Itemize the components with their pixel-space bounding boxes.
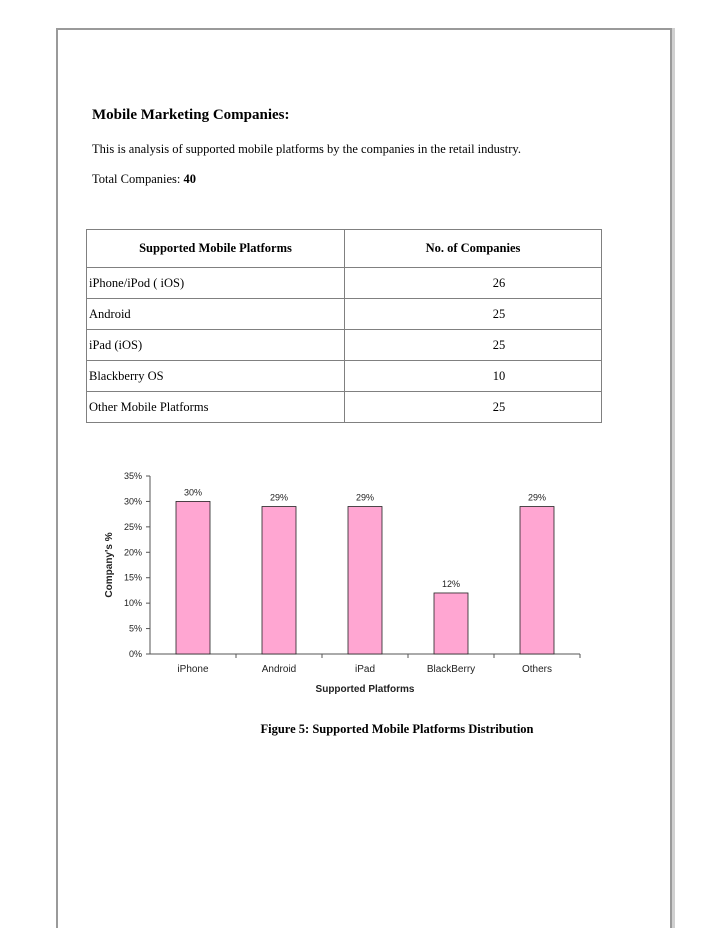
platform-cell: Other Mobile Platforms (87, 392, 345, 423)
bar-data-label: 12% (441, 578, 461, 589)
count-cell: 10 (345, 361, 602, 392)
y-tick-label: 10% (123, 598, 142, 609)
intro-text: This is analysis of supported mobile platforms by the companies in the retail industry. (92, 142, 521, 156)
y-tick-label: 15% (123, 572, 142, 583)
table-row (87, 330, 602, 361)
y-tick-label: 35% (123, 471, 142, 481)
count-cell: 25 (345, 299, 602, 330)
platforms-table (86, 229, 602, 423)
total-companies (92, 172, 196, 187)
count-cell: 25 (345, 330, 602, 361)
count-cell: 25 (345, 392, 602, 423)
platform-cell: iPad (iOS) (87, 330, 345, 361)
x-tick-label: Android (261, 664, 297, 675)
section-heading: Mobile Marketing Companies: (92, 107, 290, 123)
y-tick-label: 20% (123, 547, 142, 558)
table-row (87, 268, 602, 299)
x-tick-label: BlackBerry (426, 664, 476, 675)
table-row (87, 361, 602, 392)
x-tick-label: iPhone (177, 664, 209, 675)
bar (176, 501, 210, 654)
x-tick-label: iPad (354, 664, 376, 675)
header-platforms: Supported Mobile Platforms (87, 230, 345, 268)
count-cell: 26 (345, 268, 602, 299)
bar (348, 507, 382, 654)
bar-data-label: 29% (355, 492, 375, 503)
y-tick-label: 30% (123, 496, 142, 507)
total-label: Total Companies: (92, 172, 181, 186)
bar (520, 507, 554, 654)
y-tick-label: 25% (123, 521, 142, 532)
y-tick-label: 0% (128, 649, 142, 659)
bar (434, 593, 468, 654)
platform-cell: Blackberry OS (87, 361, 345, 392)
bar-data-label: 29% (527, 492, 547, 503)
table-row (87, 299, 602, 330)
header-count: No. of Companies (345, 230, 602, 268)
y-tick-label: 5% (128, 623, 142, 634)
bar-data-label: 30% (183, 487, 203, 498)
x-axis-label: Supported Platforms (315, 684, 415, 695)
platform-cell: Android (87, 299, 345, 330)
figure-caption: Figure 5: Supported Mobile Platforms Distribution (260, 722, 534, 736)
bar-chart (100, 468, 600, 698)
x-tick-label: Others (521, 664, 553, 675)
platform-cell: iPhone/iPod ( iOS) (87, 268, 345, 299)
table-row (87, 392, 602, 423)
bar-chart-svg (100, 468, 600, 698)
table-header-row (87, 230, 602, 268)
bar-data-label: 29% (269, 492, 289, 503)
bar (262, 507, 296, 654)
total-value: 40 (183, 172, 196, 186)
y-axis-label: Company's % (104, 532, 115, 598)
